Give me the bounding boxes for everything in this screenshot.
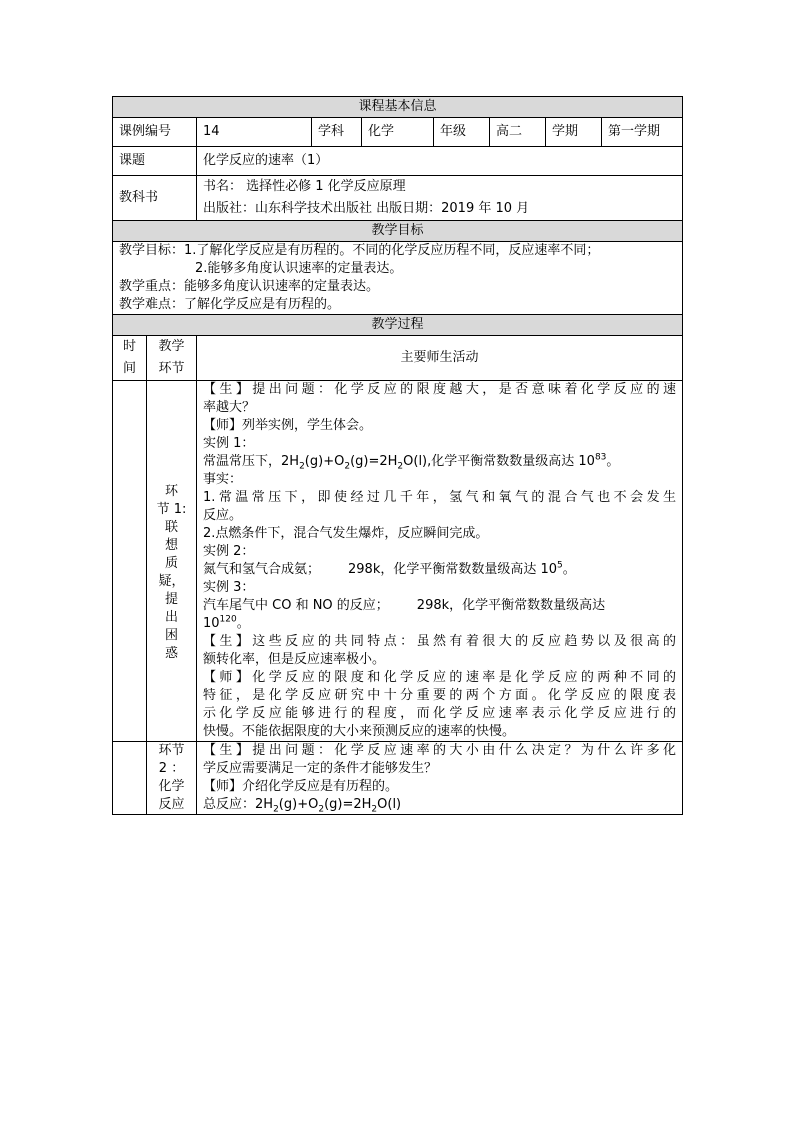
activity-line: 快慢。不能依据限度的大小来预测反应的速率的快慢。 (203, 724, 516, 739)
stage2-label-line: 化学 (158, 779, 185, 794)
exhaust-exponent-line: $10^{120}$。 (203, 614, 250, 631)
textbook-details (197, 176, 683, 221)
section-header-process: 教学过程 (113, 315, 683, 336)
activity-line: 【生】这些反应的共同特点：虽然有着很大的反应趋势以及很高的 (203, 634, 677, 649)
stage1-label-line: 环 (164, 484, 178, 499)
textbook-book-name: 书名： 选择性必修 1 化学反应原理 (203, 179, 406, 194)
time-header-char-1: 时 (122, 339, 136, 354)
activity-line: 【师】化学反应的限度和化学反应的速率是化学反应的两种不同的 (203, 670, 677, 685)
goal-line-2: 2.能够多角度认识速率的定量表达。 (195, 261, 403, 276)
activity-line: 学反应需要满足一定的条件才能够发生？ (203, 761, 438, 776)
activity-line: 1.常温常压下，即使经过几千年，氢气和氧气的混合气也不会发生 (203, 490, 677, 505)
grade-value: 高二 (490, 118, 546, 147)
lesson-no-label: 课例编号 (113, 118, 197, 147)
subject-value: 化学 (362, 118, 434, 147)
textbook-label: 教科书 (113, 176, 197, 221)
overall-reaction-line: 总反应：$2H_2(g)+O_2(g)=2H_2O(l)$ (203, 797, 402, 815)
activity-line: 额转化率，但是反应速率极小。 (203, 652, 386, 667)
stage2-label (147, 742, 197, 815)
phase-header-line-1: 教学 (158, 339, 185, 354)
stage1-label-line: 联 (164, 520, 178, 535)
column-header-activity: 主要师生活动 (197, 336, 683, 381)
stage1-label-line: 节 1: (156, 502, 187, 517)
textbook-publisher: 出版社：山东科学技术出版社 出版日期：2019 年 10 月 (203, 201, 530, 216)
stage1-time-cell (113, 381, 147, 742)
stage2-label-line: 2 ： (158, 761, 185, 776)
activity-line: 实例 3： (203, 580, 255, 595)
activity-line: 特征，是化学反应研究中十分重要的两个方面。化学反应的限度表 (203, 688, 677, 703)
column-header-phase (147, 336, 197, 381)
time-header-char-2: 间 (122, 361, 136, 376)
goal-line-1: 教学目标：1.了解化学反应是有历程的。不同的化学反应历程不同，反应速率不同； (119, 243, 600, 258)
activity-line: 事实： (203, 472, 243, 487)
stage1-label-line: 质 (164, 556, 178, 571)
topic-value: 化学反应的速率（1） (197, 147, 683, 176)
activity-line: 【师】介绍化学反应是有历程的。 (203, 779, 399, 794)
column-header-time (113, 336, 147, 381)
activity-line: 【生】提出问题：化学反应的限度越大，是否意味着化学反应的速 (203, 382, 677, 397)
grade-label: 年级 (434, 118, 490, 147)
stage1-label-line: 疑， (158, 574, 185, 589)
goals-block (113, 242, 683, 315)
phase-header-line-2: 环节 (158, 361, 185, 376)
stage1-label-line: 困 (164, 628, 178, 643)
stage2-label-line: 环节 (158, 743, 185, 758)
section-header-goals: 教学目标 (113, 221, 683, 242)
section-header-basic-info: 课程基本信息 (113, 97, 683, 118)
activity-line: 实例 1： (203, 436, 255, 451)
stage1-label (147, 381, 197, 742)
term-label: 学期 (546, 118, 602, 147)
activity-line: 【生】提出问题：化学反应速率的大小由什么决定？为什么许多化 (203, 743, 677, 758)
exhaust-line: 汽车尾气中 CO 和 NO 的反应； 298k，化学平衡常数数量级高达 (203, 598, 606, 613)
activity-line: 实例 2： (203, 544, 255, 559)
difficulty-point: 教学难点：了解化学反应是有历程的。 (119, 297, 341, 312)
stage2-activity (197, 742, 683, 815)
activity-line: 率越大？ (203, 400, 256, 415)
topic-label: 课题 (113, 147, 197, 176)
term-value: 第一学期 (602, 118, 683, 147)
activity-line: 反应。 (203, 508, 243, 523)
key-point: 教学重点：能够多角度认识速率的定量表达。 (119, 279, 380, 294)
ammonia-line: 氮气和氢气合成氨； 298k，化学平衡常数数量级高达 $10^5$。 (203, 560, 576, 577)
activity-line: 【师】列举实例，学生体会。 (203, 418, 373, 433)
stage1-label-line: 出 (164, 610, 178, 625)
stage1-activity (197, 381, 683, 742)
equation-line-water: 常温常压下，$2H_2(g)+O_2(g)=2H_2O(l)$,化学平衡常数数量级高达 $10^{83}$。 (203, 452, 620, 472)
subject-label: 学科 (312, 118, 362, 147)
stage1-label-line: 提 (164, 592, 178, 607)
stage1-label-line: 惑 (164, 646, 178, 661)
lesson-plan-table (112, 96, 683, 815)
lesson-no-value: 14 (197, 118, 312, 147)
stage2-label-line: 反应 (158, 797, 185, 812)
activity-line: 2.点燃条件下，混合气发生爆炸，反应瞬间完成。 (203, 526, 489, 541)
activity-line: 示化学反应能够进行的程度，而化学反应速率表示化学反应进行的 (203, 706, 677, 721)
stage2-time-cell (113, 742, 147, 815)
stage1-label-line: 想 (164, 538, 178, 553)
